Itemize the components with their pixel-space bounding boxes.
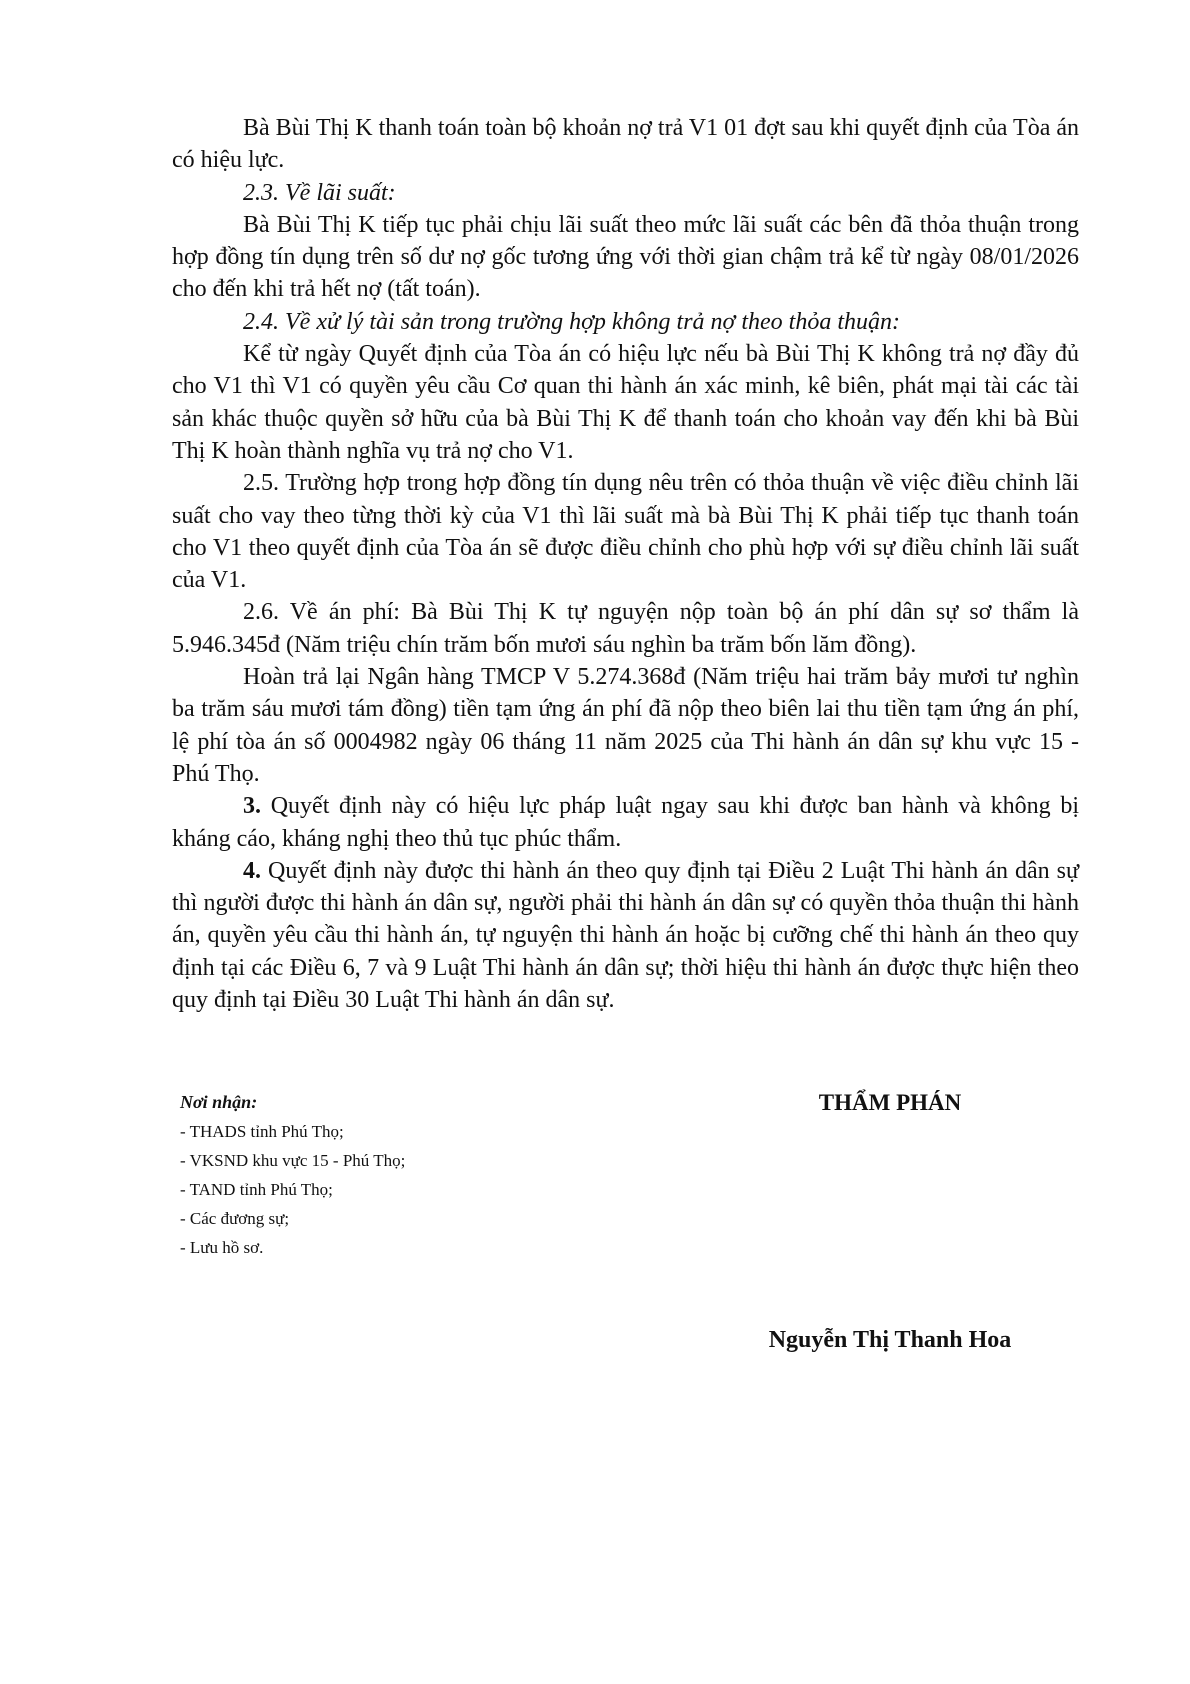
enforcement-paragraph xyxy=(172,855,1079,1016)
section-4-text: Quyết định này được thi hành án theo quy định tại Điều 2 Luật Thi hành án dân sự thì người được thi hành án dân sự, người phải thi hành án dân sự có quyền thỏa thuận thi hành án, quyền yêu cầu thi hành án, tự nguyện thi hành án hoặc bị cưỡng chế thi hành án theo quy định tại các Điều 6, 7 và 9 Luật Thi hành án dân sự; thời hiệu thi hành án được thực hiện theo quy định tại Điều 30 Luật Thi hành án dân sự. xyxy=(172,857,1079,1014)
decision-body xyxy=(172,112,1079,1016)
refund-paragraph: Hoàn trả lại Ngân hàng TMCP V 5.274.368đ (Năm triệu hai trăm bảy mươi tư nghìn ba trăm sáu mươi tám đồng) tiền tạm ứng án phí đã nộp theo biên lai thu tiền tạm ứng án phí, lệ phí tòa án số 0004982 ngày 06 tháng 11 năm 2025 của Thi hành án dân sự khu vực 15 - Phú Thọ. xyxy=(172,664,1079,787)
recipient-item: - VKSND khu vực 15 - Phú Thọ; xyxy=(180,1151,406,1170)
recipients-block xyxy=(180,1088,600,1262)
signer-name: Nguyễn Thị Thanh Hoa xyxy=(768,1327,1012,1353)
interest-paragraph: Bà Bùi Thị K tiếp tục phải chịu lãi suất theo mức lãi suất các bên đã thỏa thuận trong hợp đồng tín dụng trên số dư nợ gốc tương ứng với thời gian chậm trả kể từ ngày 08/01/2026 cho đến khi trả hết nợ (tất toán). xyxy=(172,211,1079,303)
section-4-number: 4. xyxy=(243,857,261,884)
asset-handling-paragraph: Kể từ ngày Quyết định của Tòa án có hiệu lực nếu bà Bùi Thị K không trả nợ đầy đủ cho V1 thì V1 có quyền yêu cầu Cơ quan thi hành án xác minh, kê biên, phát mại tài các tài sản khác thuộc quyền sở hữu của bà Bùi Thị K để thanh toán cho khoản vay đến khi bà Bùi Thị K hoàn thành nghĩa vụ trả nợ cho V1. xyxy=(172,341,1079,464)
recipients-list xyxy=(180,1117,600,1262)
asset-handling-heading: 2.4. Về xử lý tài sản trong trường hợp không trả nợ theo thỏa thuận: xyxy=(243,308,900,335)
recipient-item: - TAND tỉnh Phú Thọ; xyxy=(180,1180,333,1199)
signer-title: THẨM PHÁN xyxy=(818,1090,962,1115)
effect-paragraph xyxy=(172,790,1079,855)
recipients-title: Nơi nhận: xyxy=(180,1092,258,1112)
section-3-number: 3. xyxy=(243,793,261,820)
section-3-text: Quyết định này có hiệu lực pháp luật ngay sau khi được ban hành và không bị kháng cáo, kháng nghị theo thủ tục phúc thẩm. xyxy=(172,793,1080,852)
payment-paragraph: Bà Bùi Thị K thanh toán toàn bộ khoản nợ trả V1 01 đợt sau khi quyết định của Tòa án có hiệu lực. xyxy=(172,115,1079,174)
recipient-item: - THADS tỉnh Phú Thọ; xyxy=(180,1122,344,1141)
recipient-item: - Lưu hồ sơ. xyxy=(180,1238,264,1257)
court-fee-paragraph: 2.6. Về án phí: Bà Bùi Thị K tự nguyện nộp toàn bộ án phí dân sự sơ thẩm là 5.946.345đ (Năm triệu chín trăm bốn mươi sáu nghìn ba trăm bốn lăm đồng). xyxy=(172,599,1079,658)
recipient-item: - Các đương sự; xyxy=(180,1209,290,1228)
interest-heading: 2.3. Về lãi suất: xyxy=(243,179,396,206)
interest-adjustment-paragraph: 2.5. Trường hợp trong hợp đồng tín dụng nêu trên có thỏa thuận về việc điều chỉnh lãi suất cho vay theo từng thời kỳ của V1 thì lãi suất mà bà Bùi Thị K phải tiếp tục thanh toán cho V1 theo quyết định của Tòa án sẽ được điều chỉnh cho phù hợp với sự điều chỉnh lãi suất của V1. xyxy=(172,470,1079,594)
